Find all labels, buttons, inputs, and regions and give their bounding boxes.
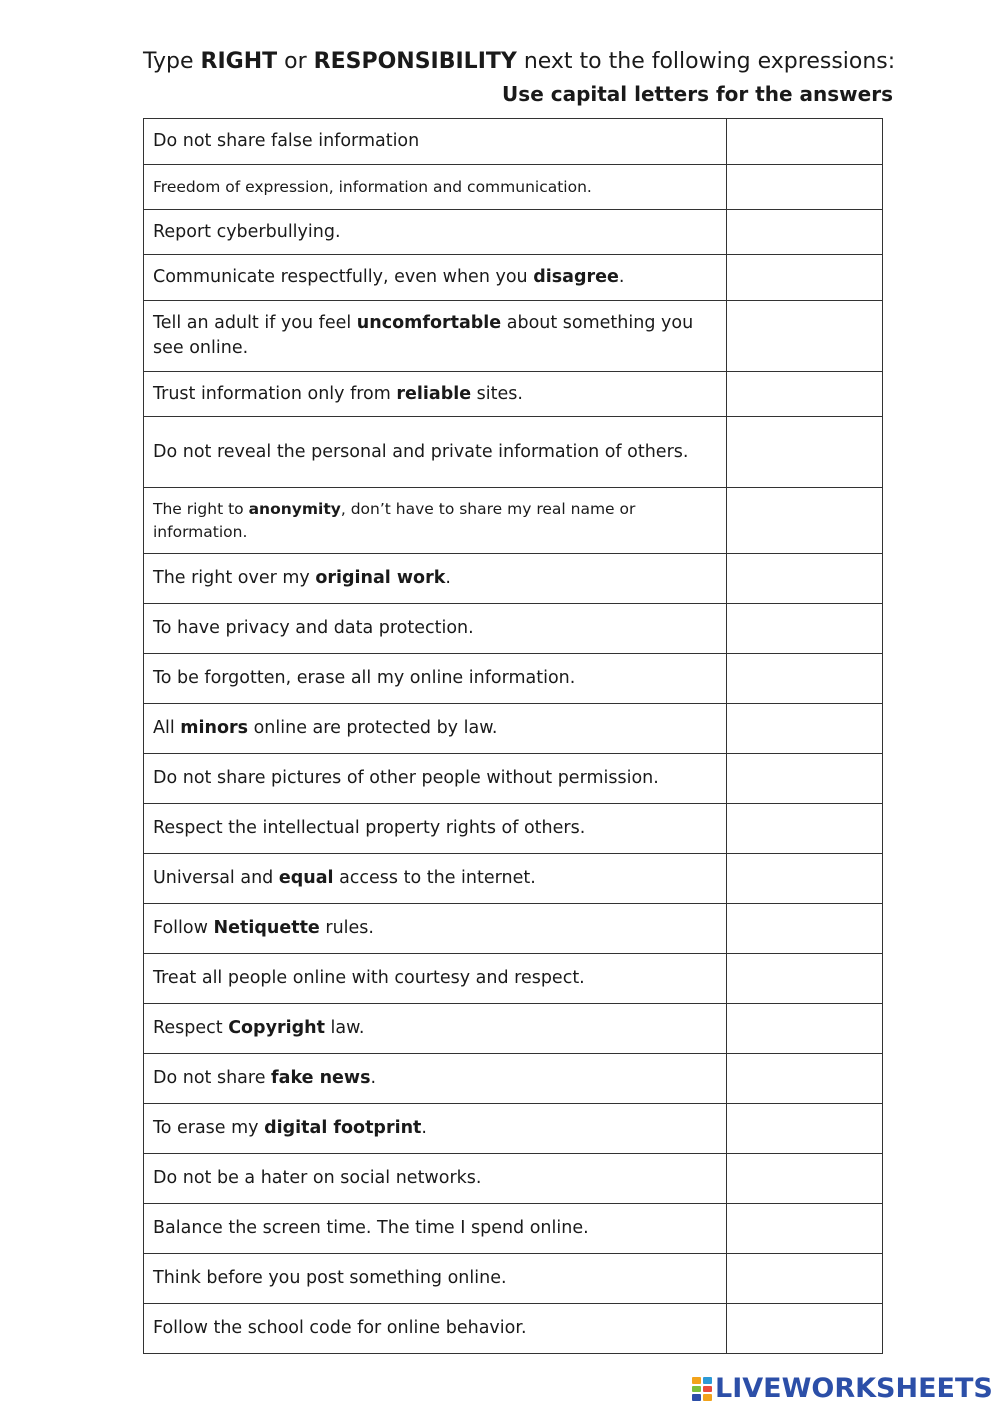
answer-cell[interactable]: [727, 255, 883, 301]
table-row: [144, 488, 883, 554]
answer-cell[interactable]: [727, 1154, 883, 1204]
table-row: [144, 754, 883, 804]
liveworksheets-logo-icon: [692, 1377, 712, 1401]
answer-cell[interactable]: [727, 1304, 883, 1354]
expression-cell: All minors online are protected by law.: [144, 704, 727, 754]
expression-cell: Trust information only from reliable sites.: [144, 372, 727, 417]
answer-input[interactable]: [727, 1218, 882, 1239]
answer-input[interactable]: [727, 1168, 882, 1189]
worksheet-table: [143, 118, 883, 1354]
answer-cell[interactable]: [727, 604, 883, 654]
answer-input[interactable]: [727, 1018, 882, 1039]
expression-cell: Think before you post something online.: [144, 1254, 727, 1304]
table-row: [144, 1104, 883, 1154]
answer-input[interactable]: [727, 1318, 882, 1339]
instruction-subtitle: Use capital letters for the answers: [502, 82, 893, 106]
emphasized-term: fake news: [271, 1068, 371, 1088]
answer-cell[interactable]: [727, 119, 883, 165]
liveworksheets-logo[interactable]: [692, 1374, 993, 1404]
answer-cell[interactable]: [727, 904, 883, 954]
table-row: [144, 210, 883, 255]
answer-input[interactable]: [727, 918, 882, 939]
answer-cell[interactable]: [727, 954, 883, 1004]
answer-cell[interactable]: [727, 1054, 883, 1104]
answer-cell[interactable]: [727, 554, 883, 604]
expression-cell: Respect Copyright law.: [144, 1004, 727, 1054]
emphasized-term: equal: [278, 868, 334, 888]
answer-cell[interactable]: [727, 488, 883, 554]
expression-cell: Do not reveal the personal and private information of others.: [144, 417, 727, 488]
answer-input[interactable]: [727, 668, 882, 689]
expression-cell: To be forgotten, erase all my online information.: [144, 654, 727, 704]
emphasized-term: anonymity: [248, 499, 341, 518]
expression-cell: Do not be a hater on social networks.: [144, 1154, 727, 1204]
emphasized-term: disagree: [533, 267, 619, 287]
table-row: [144, 654, 883, 704]
answer-input[interactable]: [727, 131, 882, 152]
expression-cell: Do not share false information: [144, 119, 727, 165]
table-row: [144, 1254, 883, 1304]
answer-input[interactable]: [727, 442, 882, 463]
logo-text: LIVEWORKSHEETS: [715, 1373, 993, 1404]
expression-cell: The right to anonymity, don’t have to share my real name or information.: [144, 488, 727, 554]
answer-cell[interactable]: [727, 301, 883, 372]
keyword-responsibility: RESPONSIBILITY: [313, 49, 517, 74]
expression-cell: To have privacy and data protection.: [144, 604, 727, 654]
answer-input[interactable]: [727, 177, 882, 198]
answer-input[interactable]: [727, 868, 882, 889]
expression-cell: Follow the school code for online behavior.: [144, 1304, 727, 1354]
answer-cell[interactable]: [727, 754, 883, 804]
table-row: [144, 255, 883, 301]
table-row: [144, 1054, 883, 1104]
answer-cell[interactable]: [727, 854, 883, 904]
answer-input[interactable]: [727, 222, 882, 243]
emphasized-term: Netiquette: [213, 918, 320, 938]
table-row: [144, 119, 883, 165]
expression-cell: Report cyberbullying.: [144, 210, 727, 255]
emphasized-term: digital footprint: [264, 1118, 422, 1138]
expression-cell: Do not share fake news.: [144, 1054, 727, 1104]
answer-input[interactable]: [727, 768, 882, 789]
answer-cell[interactable]: [727, 1004, 883, 1054]
expression-cell: Tell an adult if you feel uncomfortable about something you see online.: [144, 301, 727, 372]
table-row: [144, 165, 883, 210]
expression-cell: Balance the screen time. The time I spend online.: [144, 1204, 727, 1254]
emphasized-term: uncomfortable: [356, 313, 502, 333]
expression-cell: Universal and equal access to the internet.: [144, 854, 727, 904]
table-row: [144, 604, 883, 654]
answer-cell[interactable]: [727, 210, 883, 255]
emphasized-term: reliable: [396, 383, 472, 404]
expression-cell: Freedom of expression, information and communication.: [144, 165, 727, 210]
expression-cell: Respect the intellectual property rights of others.: [144, 804, 727, 854]
answer-cell[interactable]: [727, 804, 883, 854]
answer-cell[interactable]: [727, 165, 883, 210]
expression-cell: Do not share pictures of other people without permission.: [144, 754, 727, 804]
answer-input[interactable]: [727, 618, 882, 639]
table-row: [144, 1304, 883, 1354]
table-row: [144, 554, 883, 604]
table-row: [144, 854, 883, 904]
answer-input[interactable]: [727, 568, 882, 589]
emphasized-term: Copyright: [228, 1018, 325, 1038]
answer-input[interactable]: [727, 326, 882, 347]
answer-input[interactable]: [727, 510, 882, 531]
table-row: [144, 704, 883, 754]
answer-input[interactable]: [727, 968, 882, 989]
expression-cell: The right over my original work.: [144, 554, 727, 604]
answer-input[interactable]: [727, 267, 882, 288]
table-row: [144, 372, 883, 417]
answer-input[interactable]: [727, 718, 882, 739]
answer-input[interactable]: [727, 1118, 882, 1139]
answer-cell[interactable]: [727, 704, 883, 754]
answer-input[interactable]: [727, 818, 882, 839]
emphasized-term: minors: [180, 718, 249, 738]
answer-cell[interactable]: [727, 417, 883, 488]
answer-cell[interactable]: [727, 1254, 883, 1304]
answer-cell[interactable]: [727, 372, 883, 417]
instruction-text: Type RIGHT or RESPONSIBILITY next to the following expressions:: [143, 49, 896, 74]
expression-cell: Treat all people online with courtesy and respect.: [144, 954, 727, 1004]
answer-cell[interactable]: [727, 1104, 883, 1154]
table-row: [144, 1204, 883, 1254]
table-row: [144, 417, 883, 488]
keyword-right: RIGHT: [200, 49, 278, 74]
table-row: [144, 1004, 883, 1054]
expression-cell: Communicate respectfully, even when you disagree.: [144, 255, 727, 301]
table-row: [144, 301, 883, 372]
answer-input[interactable]: [727, 384, 882, 405]
expression-cell: To erase my digital footprint.: [144, 1104, 727, 1154]
emphasized-term: original work: [315, 568, 446, 588]
table-row: [144, 904, 883, 954]
answer-cell[interactable]: [727, 654, 883, 704]
expression-cell: Follow Netiquette rules.: [144, 904, 727, 954]
table-row: [144, 954, 883, 1004]
table-row: [144, 1154, 883, 1204]
answer-input[interactable]: [727, 1068, 882, 1089]
answer-input[interactable]: [727, 1268, 882, 1289]
answer-cell[interactable]: [727, 1204, 883, 1254]
table-row: [144, 804, 883, 854]
